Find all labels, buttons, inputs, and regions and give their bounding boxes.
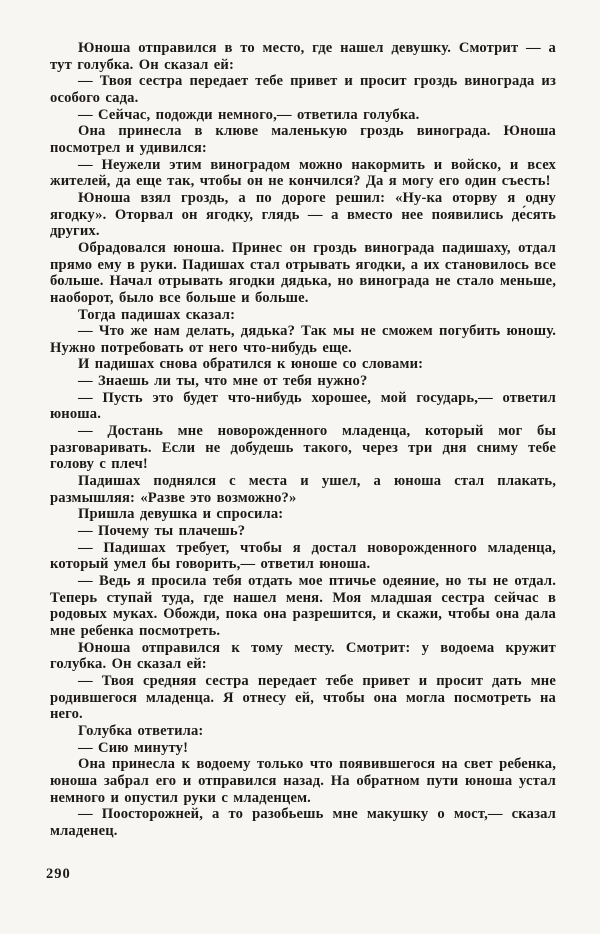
paragraph: И падишах снова обратился к юноше со словами: (78, 356, 424, 373)
paragraph: Пришла девушка и спросила: (78, 506, 284, 523)
paragraph: Голубка ответила: (78, 722, 204, 739)
paragraph: Она принесла в клюве маленькую гроздь винограда. Юноша посмотрел и удивился: (50, 123, 556, 156)
paragraph: Она принесла к водоему только что появившегося на свет ребенка, юноша забрал его и отправился назад. На обратном пути юноша устал немного и опустил руки с младенцем. (50, 756, 556, 806)
paragraph: — Ведь я просила тебя отдать мое птичье одеяние, но ты не отдал. Теперь ступай туда, где нашел меня. Моя младшая сестра сейчас в родовых муках. Обожди, пока она разрешится, и скажи, чтобы она дала мне ребенка посмотреть. (50, 573, 556, 639)
paragraph: — Почему ты плачешь? (78, 523, 246, 540)
paragraph: — Достань мне новорожденного младенца, который мог бы разговаривать. Если не добудешь такого, через три дня сниму тебе голову с плеч! (50, 423, 556, 473)
paragraph: Юноша взял гроздь, а по дороге решил: «Ну-ка оторву я одну ягодку». Оторвал он ягодку, глядь — а вместо нее появились де́сять других. (50, 189, 556, 240)
paragraph: — Знаешь ли ты, что мне от тебя нужно? (78, 373, 368, 390)
paragraph: — Что же нам делать, дядька? Так мы не сможем погубить юношу. Нужно потребовать от него что-нибудь еще. (50, 323, 556, 356)
paragraph: Юноша отправился к тому месту. Смотрит: у водоема кружит голубка. Он сказал ей: (50, 639, 556, 673)
story-text (50, 40, 556, 840)
paragraph: — Твоя средняя сестра передает тебе привет и просит дать мне родившегося младенца. Я отнесу ей, чтобы она могла посмотреть на него. (50, 672, 556, 723)
paragraph: — Пусть это будет что-нибудь хорошее, мой государь,— ответил юноша. (50, 389, 556, 423)
paragraph: — Сейчас, подожди немного,— ответила голубка. (78, 106, 420, 123)
paragraph: — Неужели этим виноградом можно накормить и войско, и всех жителей, да еще так, чтобы он не кончился? Да я могу его один съесть! (50, 156, 556, 190)
page-number: 290 (46, 866, 71, 882)
paragraph: Обрадовался юноша. Принес он гроздь винограда падишаху, отдал прямо ему в руки. Падишах стал отрывать ягодки, а их становилось все больше. Начал отрывать ягодки дядька, но винограда не стало меньше, наоборот, было все больше и больше. (50, 239, 556, 306)
paragraph: Тогда падишах сказал: (78, 306, 236, 323)
paragraph: Юноша отправился в то место, где нашел девушку. Смотрит — а тут голубка. Он сказал ей: (50, 40, 556, 73)
paragraph: — Падишах требует, чтобы я достал новорожденного младенца, который умел бы говорить,— ответил юноша. (50, 539, 556, 573)
paragraph: — Твоя сестра передает тебе привет и просит гроздь винограда из особого сада. (50, 73, 556, 106)
paragraph: — Сию минуту! (78, 739, 189, 756)
paragraph: Падишах поднялся с места и ушел, а юноша стал плакать, размышляя: «Разве это возможно?» (50, 473, 556, 506)
paragraph: — Поосторожней, а то разобьешь мне макушку о мост,— сказал младенец. (50, 806, 556, 839)
